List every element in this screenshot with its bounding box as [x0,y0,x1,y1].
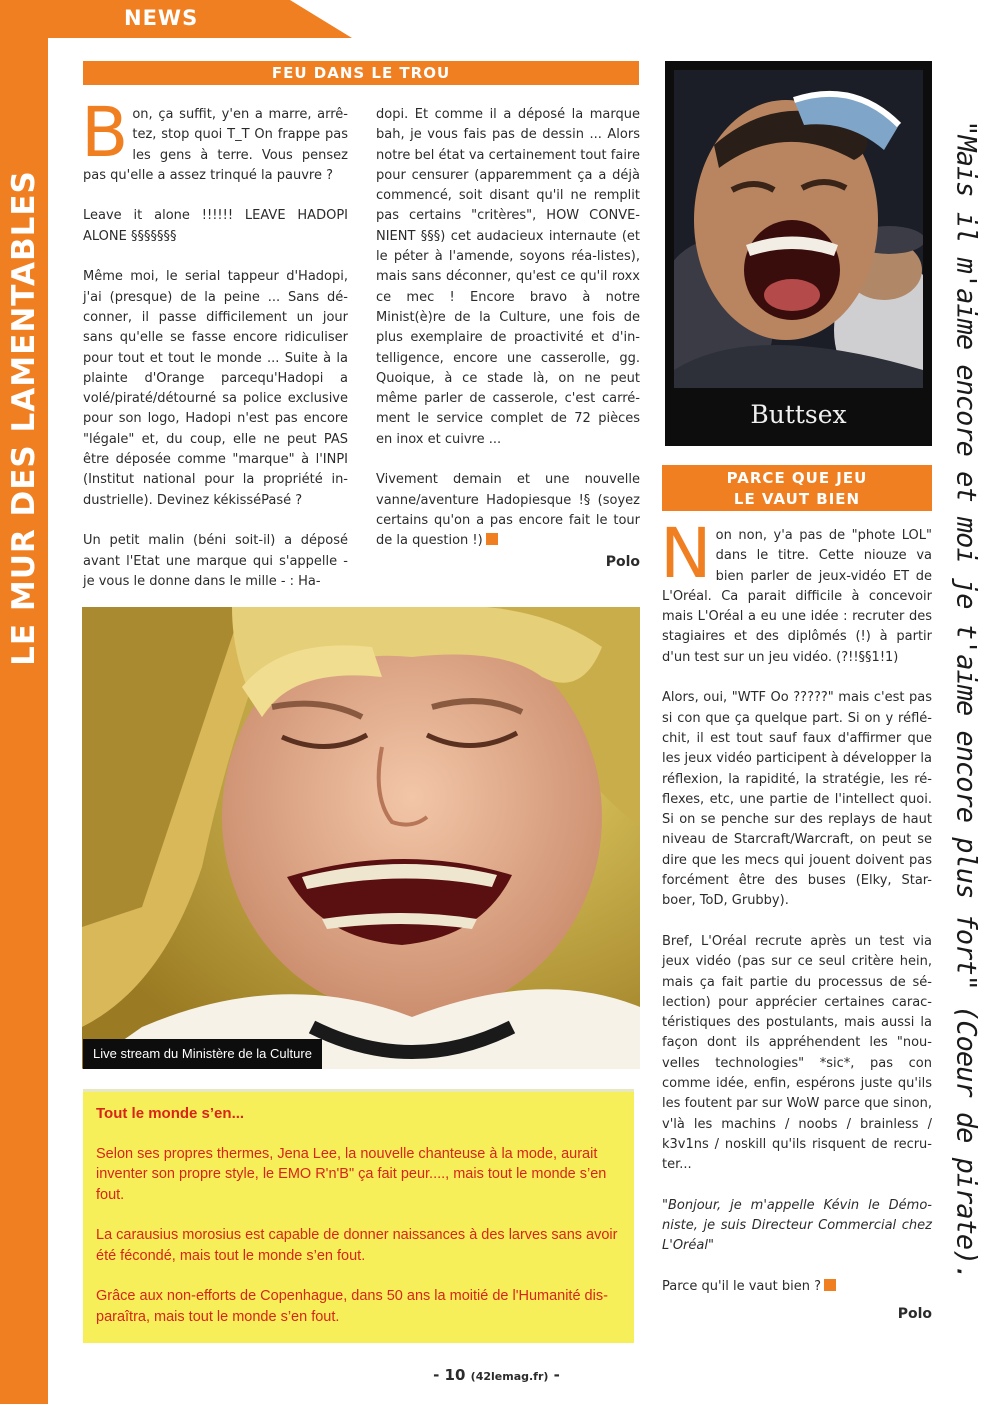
paragraph: Bref, L'Oréal recrute après un test via jeux vidéo (pas sur ce seul critère hein, mais ça fait partie du processus de sé-lection) pour apprécier certaines carac-téristiques des postulants, mais aussi la façon dont ils appréhendent les "nou-velles technologies" *sic*, pas con comme idée, enfin, espérons juste qu'ils les foutent par sur WoW parce que sinon, v'là les machins / noobs / brainless / k3v1ns / noskill qu'ils risquent de recru-ter... [662,933,932,1173]
article1-column-2 [376,105,640,572]
paragraph: Vivement demain et une nouvelle vanne/aventure Hadopiesque !§ (soyez certains qu'on a pas encore fait le tour de la question !) [376,472,640,549]
box-paragraph: Grâce aux non-efforts de Copenhague, dans 50 ans la moitié de l'Humanité dis-paraîtra, mais tout le monde s’en fout. [96,1288,608,1325]
crying-person-illustration [82,607,640,1069]
screaming-man-illustration [674,70,923,388]
box-title: Tout le monde s’en... [96,1105,245,1122]
sidebar-box [83,1089,634,1343]
footer-end: - [553,1366,560,1384]
crying-photo [82,607,640,1069]
section-label: NEWS [124,6,199,30]
paragraph: Leave it alone !!!!!! LEAVE HADOPI ALONE §§§§§§§ [83,208,348,244]
article1-column-1 [81,93,348,612]
box-paragraph: La carausius morosius est capable de donner naissances à des larves sans avoir été fécondé, mais tout le monde s’en fout. [96,1227,618,1264]
paragraph: Alors, oui, "WTF Oo ?????" mais c'est pas si con que ça quelque part. Si on y réflé-chit, il est tout sauf faux d'affirmer que les jeux vidéo participent à développer la réflexion, la rapidité, la stratégie, les ré-flexes, etc, une partie de l'intellect quoi. Si on se penche sur des replays de haut niveau de Starcraft/Warcraft, on peut se dire que les mecs qui jouent doivent pas forcément être des buses (Elky, Star-boer, ToD, Grubby). [662,690,932,909]
paragraph: Un petit malin (béni soit-il) a déposé avant l'Etat une marque qui s'appelle - je vous le donne dans le mille - : Ha- [83,533,348,589]
side-quote: "Mais il m'aime encore et moi je t'aime encore plus fort" (Coeur de pirate). [950,120,982,1280]
end-mark-icon [486,533,498,545]
paragraph: Même moi, le serial tappeur d'Hadopi, j'ai (presque) de la peine ... Sans dé-conner, il passe difficilement un jour sans qu'elle se fasse encore ridiculiser pour tout et tout le monde ... Suite à la plainte d'Orange parcequ'Hadopi a volé/piraté/détourné sa police exclusive pour son logo, Hadopi n'est pas encore "légale" et, du coup, elle ne peut PAS être déposée comme "marque" à l'INPI (Institut national pour la propriété in-dustrielle). Devinez kékisséPasé ? [83,269,348,508]
paragraph: Parce qu'il le vaut bien ? [662,1277,932,1297]
site-name: (42lemag.fr) [470,1370,549,1383]
article2-author: Polo [897,1306,932,1322]
end-mark-icon [824,1279,836,1291]
photo-caption: Live stream du Ministère de la Culture [83,1039,322,1069]
poster-image [674,70,923,388]
article2-title: PARCE QUE JEU LE VAUT BIEN [662,465,932,511]
paragraph: Bon, ça suffit, y'en a marre, arrê-tez, stop quoi T_T On frappe pas les gens à terre. Vous pensez pas qu'elle a assez trinqué la pauvre ? [81,93,348,183]
paragraph: Non non, y'a pas de "phote LOL" dans le titre. Cette niouze va bien parler de jeux-vidéo ET de L'Oréal. Ca parait difficile à concevoir mais L'Oréal a eu une idée : recruter des stagiaires et des diplômés (!) à partir d'un test sur un jeu vidéo. (?!!§§1!1) [660,514,932,665]
article1-author: Polo [605,554,640,570]
poster-photo [665,61,932,446]
article1-title: FEU DANS LE TROU [83,61,639,85]
paragraph: "Bonjour, je m'appelle Kévin le Démo-niste, je suis Directeur Commercial chez L'Oréal" [662,1197,932,1254]
page-footer [0,1366,993,1384]
paragraph: dopi. Et comme il a déposé la marque bah, je vous fais pas de dessin ... Alors notre bel état va certainement tout faire pour censurer (apparemment ça a déjà commencé, soit disant qu'il ne remplit pas certains "critères", HOW CONVE-NIENT §§§) cet audacieux internaute (et le péter à l'amende, soyons réa-listes), mais sans déconner, qu'est ce qu'il roxx ce mec ! Encore bravo à notre Minist(è)re de la Culture, une fois de plus exemplaire de proactivité et d'in-telligence, encore une casserolle, gg. Quoique, à ce stade là, on ne peut même parler de casserole, c'est carré-ment le service complet de 72 pièces en inox et cuivre ... [376,107,640,447]
poster-caption: Buttsex [750,400,847,429]
dropcap: N [660,514,712,594]
page-number: - 10 [433,1366,466,1384]
dropcap: B [81,93,129,173]
side-title: LE MUR DES LAMENTABLES [6,170,42,666]
article2-column [660,514,932,1318]
box-paragraph: Selon ses propres thermes, Jena Lee, la nouvelle chanteuse à la mode, aurait inventer son propre style, le EMO R'n'B" ça fait peur...., mais tout le monde s’en fout. [96,1145,607,1203]
